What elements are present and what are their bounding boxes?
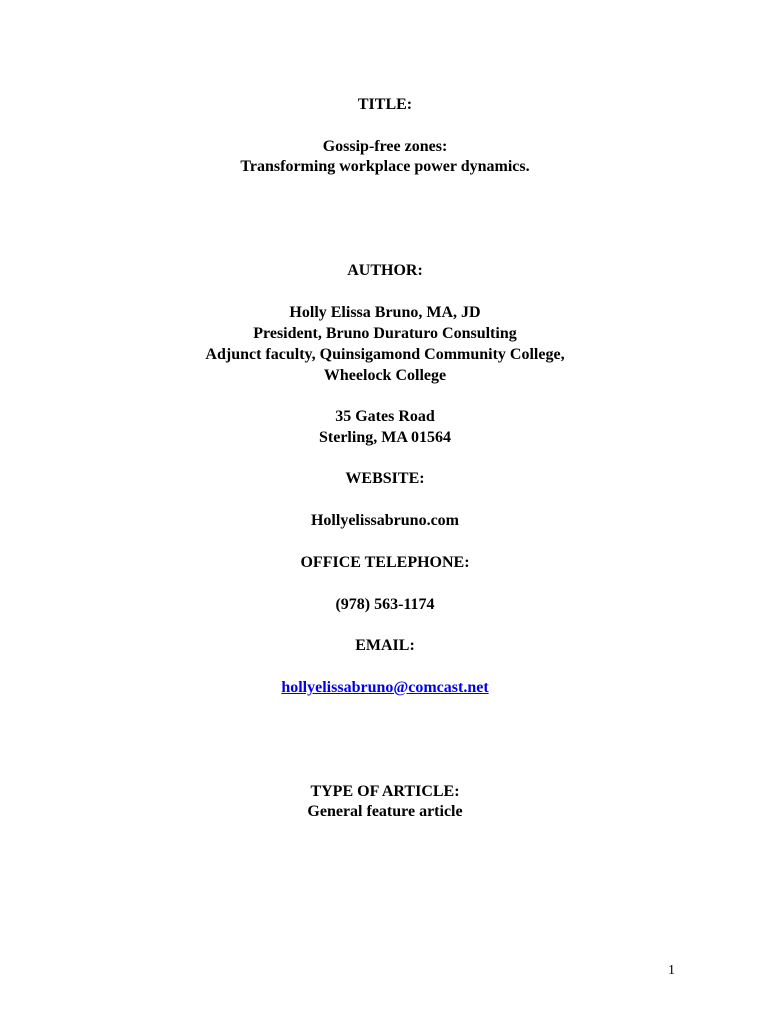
author-affiliation: Adjunct faculty, Quinsigamond Community College, [205, 346, 565, 363]
title-heading: TITLE: [357, 96, 413, 113]
email-link[interactable]: hollyelissabruno@comcast.net [281, 679, 489, 696]
website-heading: WEBSITE: [345, 470, 425, 487]
website-value: Hollyelissabruno.com [310, 512, 459, 529]
article-type-heading: TYPE OF ARTICLE: [310, 783, 460, 800]
author-heading: AUTHOR: [347, 262, 423, 279]
title-line-1: Gossip-free zones: [322, 138, 448, 155]
author-affiliation-2: Wheelock College [323, 367, 447, 384]
address-street: 35 Gates Road [335, 408, 435, 425]
author-position: President, Bruno Duraturo Consulting [253, 325, 517, 342]
author-name: Holly Elissa Bruno, MA, JD [289, 304, 481, 321]
page-number: 1 [668, 963, 675, 978]
article-type-value: General feature article [307, 803, 463, 820]
email-row [0, 678, 770, 698]
email-heading: EMAIL: [355, 637, 415, 654]
title-line-2: Transforming workplace power dynamics. [240, 158, 530, 175]
address-city: Sterling, MA 01564 [319, 429, 451, 446]
phone-heading: OFFICE TELEPHONE: [300, 554, 470, 571]
phone-value: (978) 563-1174 [335, 596, 435, 613]
